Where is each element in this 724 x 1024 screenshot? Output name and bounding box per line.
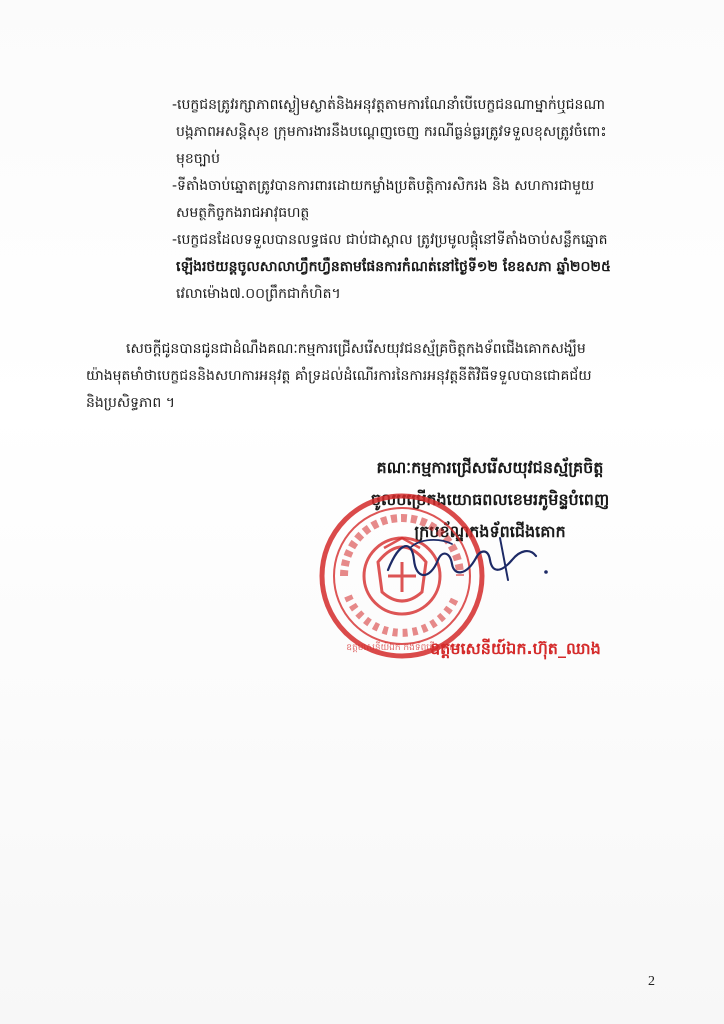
bullet-item-security bbox=[172, 173, 672, 227]
bullet-line: -បេក្ខជនដែលទទួលបានលទ្ធផល ជាប់ជាស្ពាល ត្រូវប្រមូលផ្តុំនៅទីតាំងចាប់សន្លឹកឆ្នោត bbox=[172, 232, 608, 248]
bullet-line: -បេក្ខជនត្រូវរក្សាភាពស្ងៀមស្ងាត់និងអនុវត្តតាមការណែនាំបើបេក្ខជនណាម្នាក់ឬជនណា bbox=[172, 97, 605, 113]
closing-paragraph bbox=[86, 336, 676, 417]
bullet-item-discipline bbox=[172, 92, 672, 173]
bullet-line: បង្កភាពអសន្តិសុខ ក្រុមការងារនឹងបណ្ដេញចេញ ករណីធ្ងន់ធ្ងរត្រូវទទួលខុសត្រូវចំពោះ bbox=[176, 124, 607, 140]
signer-name: ឧត្តមសេនីយ៍ឯក.ហ៊ុត_ឈាង bbox=[430, 639, 601, 658]
bullet-line: -ទីតាំងចាប់ឆ្នោតត្រូវបានការពារដោយកម្លាំងប្រតិបត្តិការសិករង និង សហការជាមួយ bbox=[172, 178, 595, 194]
bullet-list bbox=[172, 92, 672, 308]
closing-line: យ៉ាងមុតមាំថាបេក្ខជននិងសហការអនុវត្ត គាំទ្រដល់ដំណើរការនៃការអនុវត្តនីតិវិធីទទួលបានជោគជ័យ bbox=[86, 368, 592, 384]
page-number: 2 bbox=[648, 974, 655, 989]
closing-line: សេចក្តីជូនបានជូនជាដំណឹងគណៈកម្មការជ្រើសរើសយុវជនស្ម័គ្រចិត្តកងទ័ពជើងគោកសង្ឃឹម bbox=[126, 341, 586, 357]
handwritten-signature bbox=[380, 530, 560, 590]
bullet-item-schedule bbox=[172, 227, 672, 308]
org-title-line: ក្របខ័ណ្ឌកងទ័ពជើងគោក bbox=[414, 522, 566, 541]
bullet-line: ឡើងរថយន្តចូលសាលាហ្វឹកហ្វឺនតាមផែនការកំណត់នៅថ្ងៃទី១២ ខែឧសភា ឆ្នាំ២០២៥ bbox=[176, 259, 611, 275]
org-title-line: គណៈកម្មការជ្រើសរើសយុវជនស្ម័គ្រចិត្ត bbox=[376, 458, 604, 477]
org-title-line: ចូលបម្រើកងយោធពលខេមរភូមិន្ទបំពេញ bbox=[370, 490, 610, 509]
closing-line: និងប្រសិទ្ធភាព ។ bbox=[86, 395, 175, 411]
seal-text: ឧត្តមសេនីយ៍ឯក កងទ័ពជើងគោក bbox=[346, 643, 458, 653]
bullet-line: សមត្ថកិច្ចកងរាជអាវុធហត្ថ bbox=[176, 205, 310, 221]
bullet-line: វេលាម៉ោង៧.០០ព្រឹកជាកំហិត។ bbox=[176, 286, 341, 302]
bullet-line: មុខច្បាប់ bbox=[176, 151, 220, 167]
